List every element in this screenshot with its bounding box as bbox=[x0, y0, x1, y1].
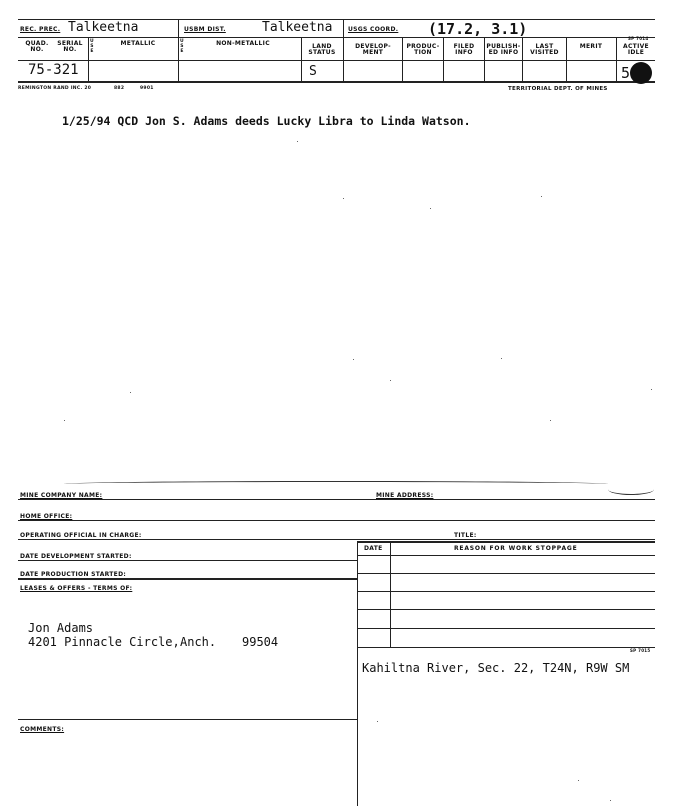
operating-official-label: OPERATING OFFICIAL IN CHARGE: bbox=[20, 532, 142, 539]
usgs-coord-value: (17.2, 3.1) bbox=[428, 20, 528, 38]
divider-v2 bbox=[343, 19, 344, 81]
stoppage-row-6 bbox=[357, 647, 655, 648]
form-code-bottom: SP 7015 bbox=[630, 648, 651, 653]
form-code-top: SP 7014 bbox=[628, 36, 649, 41]
line-comments-top bbox=[18, 719, 357, 720]
printer-code2: 9901 bbox=[140, 86, 154, 91]
divider-date-col bbox=[390, 541, 391, 647]
header-column-divider bbox=[18, 60, 655, 61]
line-date-dev bbox=[18, 560, 357, 561]
home-office-label: HOME OFFICE: bbox=[20, 513, 73, 520]
line-home-office bbox=[18, 520, 655, 521]
stoppage-row-1 bbox=[357, 555, 655, 556]
line-date-prod bbox=[18, 578, 357, 580]
title-label: TITLE: bbox=[454, 532, 477, 539]
col-last-visited: LAST VISITED bbox=[530, 43, 559, 56]
owner-address: 4201 Pinnacle Circle, bbox=[28, 635, 180, 649]
line-operating-official bbox=[18, 539, 655, 540]
stoppage-row-3 bbox=[357, 591, 655, 592]
printer-line: REMINGTON RAND INC. 20 bbox=[18, 86, 92, 91]
mine-company-name-label: MINE COMPANY NAME: bbox=[20, 492, 103, 499]
department-label: TERRITORIAL DEPT. OF MINES bbox=[508, 86, 608, 92]
rec-prec-label: REC. PREC. bbox=[20, 26, 61, 33]
comments-label: COMMENTS: bbox=[20, 726, 65, 733]
form-top-edge bbox=[64, 481, 608, 485]
printer-code1: 882 bbox=[114, 86, 125, 91]
reason-col-label: REASON FOR WORK STOPPAGE bbox=[454, 545, 578, 552]
col-use-nonmetallic: U S E bbox=[180, 39, 184, 54]
land-status-value: S bbox=[309, 64, 317, 79]
col-non-metallic: NON-METALLIC bbox=[216, 40, 270, 47]
col-serial-no: SERIAL NO. bbox=[57, 40, 83, 53]
usbm-dist-value: Talkeetna bbox=[262, 20, 333, 35]
date-col-label: DATE bbox=[364, 545, 383, 552]
col-merit: MERIT bbox=[579, 43, 603, 50]
date-dev-started-label: DATE DEVELOPMENT STARTED: bbox=[20, 553, 132, 560]
stoppage-row-2 bbox=[357, 573, 655, 574]
col-use-metallic: U S E bbox=[90, 39, 94, 54]
divider-v1 bbox=[178, 19, 179, 81]
col-published-info: PUBLISH-ED INFO bbox=[486, 43, 521, 56]
mine-address-label: MINE ADDRESS: bbox=[376, 492, 434, 499]
header-bottom-border bbox=[18, 81, 655, 83]
leases-offers-label: LEASES & OFFERS - TERMS OF: bbox=[20, 585, 133, 592]
date-prod-started-label: DATE PRODUCTION STARTED: bbox=[20, 571, 127, 578]
col-active-idle: ACTIVE IDLE bbox=[623, 43, 649, 56]
owner-name: Jon Adams bbox=[28, 621, 94, 635]
line-mine-company bbox=[18, 499, 655, 500]
usgs-coord-label: USGS COORD. bbox=[348, 26, 399, 33]
rec-prec-value: Talkeetna bbox=[68, 20, 139, 35]
col-land-status: LAND STATUS bbox=[308, 43, 336, 56]
punch-hole-mark bbox=[630, 62, 652, 84]
divider-form-center bbox=[357, 541, 358, 806]
divider-v-use bbox=[88, 37, 89, 81]
quad-serial-value: 75-321 bbox=[28, 62, 79, 78]
stoppage-row-4 bbox=[357, 609, 655, 610]
header-row-divider bbox=[18, 37, 655, 38]
col-production: PRODUC-TION bbox=[406, 43, 440, 56]
line-stoppage-header-top bbox=[357, 541, 655, 543]
form-top-curl bbox=[608, 484, 654, 495]
usbm-dist-label: USBM DIST. bbox=[184, 26, 226, 33]
location-text: Kahiltna River, Sec. 22, T24N, R9W SM bbox=[362, 661, 630, 675]
col-development: DEVELOP-MENT bbox=[355, 43, 391, 56]
owner-city: Anch. bbox=[180, 635, 217, 649]
owner-zip: 99504 bbox=[242, 635, 279, 649]
col-filed-info: FILED INFO bbox=[453, 43, 475, 56]
col-metallic: METALLIC bbox=[120, 40, 156, 47]
col-quad-no: QUAD. NO. bbox=[25, 40, 49, 53]
active-idle-value: 5 bbox=[621, 64, 631, 82]
record-note: 1/25/94 QCD Jon S. Adams deeds Lucky Libra to Linda Watson. bbox=[62, 114, 471, 128]
stoppage-row-5 bbox=[357, 628, 655, 629]
